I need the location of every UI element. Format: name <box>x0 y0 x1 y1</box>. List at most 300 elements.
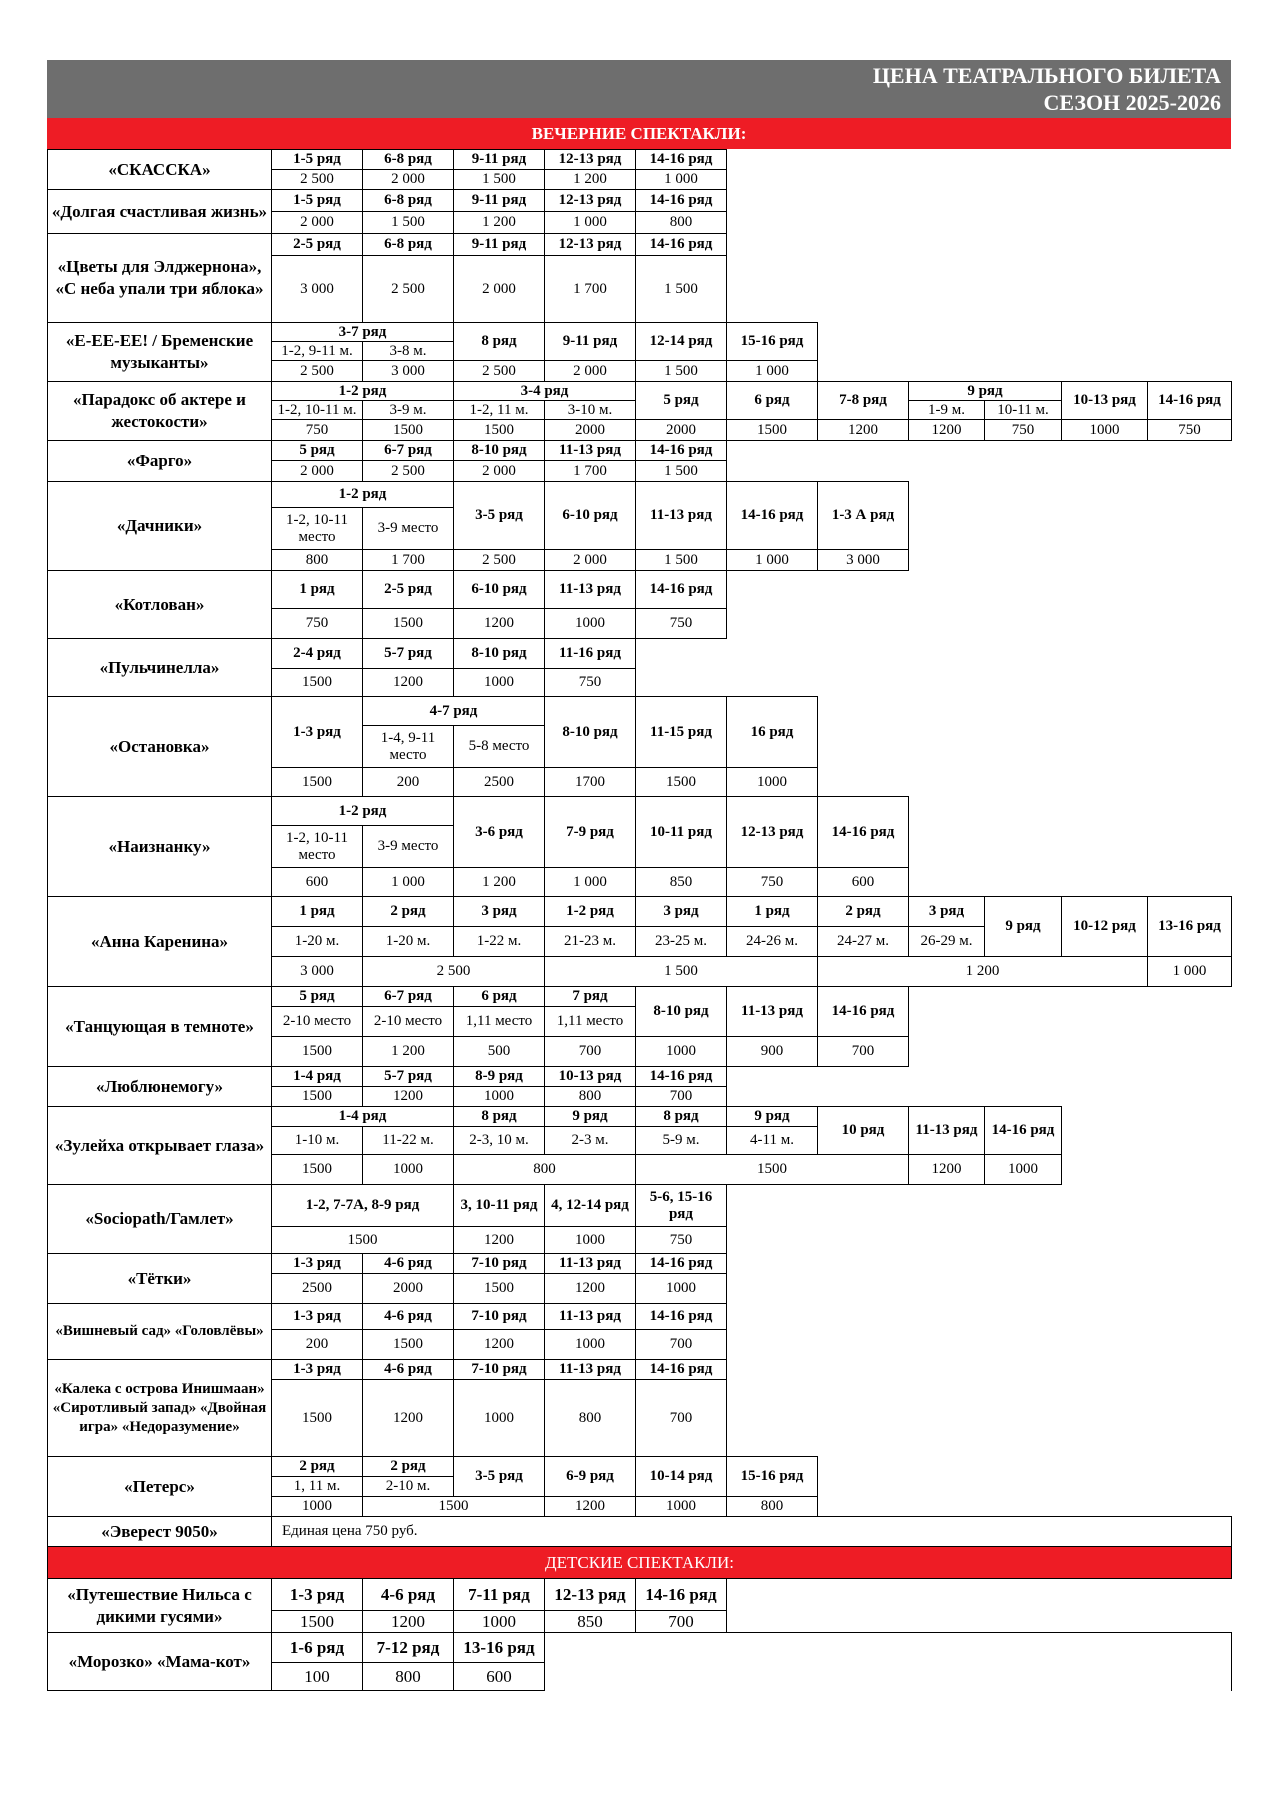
price: 750 <box>636 1227 727 1254</box>
price: 1 700 <box>545 461 636 482</box>
price: 1500 <box>454 1274 545 1304</box>
price: 1500 <box>272 1227 454 1254</box>
price: 2000 <box>363 1274 454 1304</box>
price: 1200 <box>363 1087 454 1107</box>
row-range: 14-16 ряд <box>818 797 909 868</box>
price: 1000 <box>454 1087 545 1107</box>
evening-price-table <box>47 149 1232 1691</box>
row-range: 14-16 ряд <box>636 190 727 212</box>
show-title: «Вишневый сад» «Головлёвы» <box>48 1304 272 1360</box>
show-title: «Цветы для Элджернона», «С неба упали три яблока» <box>48 234 272 323</box>
price: 1700 <box>545 768 636 797</box>
seat-range: 1-2, 10-11 м. <box>272 401 363 420</box>
price: 750 <box>1148 420 1232 441</box>
row-range: 1-2 ряд <box>545 897 636 927</box>
price: 1200 <box>909 1155 985 1185</box>
seat-range: 23-25 м. <box>636 927 727 957</box>
price: 800 <box>454 1155 636 1185</box>
price: 1 000 <box>727 361 818 382</box>
show-title: «Sociopath/Гамлет» <box>48 1185 272 1254</box>
row-range: 10-14 ряд <box>636 1457 727 1497</box>
row-range: 5 ряд <box>636 382 727 420</box>
page-header <box>47 60 1231 149</box>
row-range: 6-10 ряд <box>454 571 545 609</box>
row-range: 8 ряд <box>454 323 545 361</box>
show-row <box>48 1579 1232 1611</box>
price: 900 <box>727 1037 818 1067</box>
row-range: 3 ряд <box>909 897 985 927</box>
row-range: 14-16 ряд <box>636 1360 727 1380</box>
seat-range: 1-2, 11 м. <box>454 401 545 420</box>
price: 1500 <box>363 609 454 639</box>
price: 1 000 <box>727 550 818 571</box>
price: 850 <box>545 1611 636 1633</box>
row-range: 2-5 ряд <box>363 571 454 609</box>
price: 1000 <box>545 609 636 639</box>
seat-range: 26-29 м. <box>909 927 985 957</box>
row-range: 3-5 ряд <box>454 482 545 550</box>
show-row <box>48 697 1232 726</box>
price: 800 <box>636 212 727 234</box>
row-range: 11-16 ряд <box>545 639 636 669</box>
price: 700 <box>636 1330 727 1360</box>
row-range: 13-16 ряд <box>1148 897 1232 957</box>
row-range: 5 ряд <box>272 987 363 1007</box>
row-range: 8 ряд <box>636 1107 727 1127</box>
show-row <box>48 797 1232 826</box>
seat-range: 3-10 м. <box>545 401 636 420</box>
section-kids: ДЕТСКИЕ СПЕКТАКЛИ: <box>48 1547 1232 1579</box>
row-range: 11-13 ряд <box>545 1254 636 1274</box>
price: 700 <box>545 1037 636 1067</box>
row-range: 12-13 ряд <box>545 150 636 170</box>
seat-range: 1-2, 10-11 место <box>272 826 363 868</box>
show-title: «Путешествие Нильса с дикими гусями» <box>48 1579 272 1633</box>
price: 1500 <box>272 768 363 797</box>
row-range: 14-16 ряд <box>1148 382 1232 420</box>
seat-range: 5-9 м. <box>636 1127 727 1155</box>
row-range: 14-16 ряд <box>985 1107 1062 1155</box>
row-range: 12-13 ряд <box>727 797 818 868</box>
price: 1500 <box>272 1037 363 1067</box>
row-range: 1 ряд <box>727 897 818 927</box>
row-range: 11-13 ряд <box>636 482 727 550</box>
price: 2500 <box>272 1274 363 1304</box>
seat-range: 1-10 м. <box>272 1127 363 1155</box>
price: 700 <box>636 1087 727 1107</box>
row-range: 11-13 ряд <box>909 1107 985 1155</box>
price: 1 500 <box>363 212 454 234</box>
row-range: 4-6 ряд <box>363 1579 454 1611</box>
price: 1000 <box>727 768 818 797</box>
price: 1500 <box>272 669 363 697</box>
price: 2 500 <box>272 361 363 382</box>
show-row <box>48 1457 1232 1477</box>
price: 750 <box>545 669 636 697</box>
row-range: 11-15 ряд <box>636 697 727 768</box>
show-row <box>48 1304 1232 1330</box>
show-title: «СКАССКА» <box>48 150 272 190</box>
show-row <box>48 323 1232 342</box>
header-title <box>47 60 1231 118</box>
row-range: 9 ряд <box>985 897 1062 957</box>
price: 700 <box>636 1611 727 1633</box>
show-title: «Наизнанку» <box>48 797 272 897</box>
row-range: 10-13 ряд <box>545 1067 636 1087</box>
seat-range: 2-3 м. <box>545 1127 636 1155</box>
row-range: 3-6 ряд <box>454 797 545 868</box>
seat-range: 10-11 м. <box>985 401 1062 420</box>
show-row <box>48 382 1232 401</box>
row-range: 12-13 ряд <box>545 1579 636 1611</box>
show-title: «Пульчинелла» <box>48 639 272 697</box>
price: 1 200 <box>454 868 545 897</box>
row-range: 8-10 ряд <box>454 441 545 461</box>
show-title: «Анна Каренина» <box>48 897 272 987</box>
price: 800 <box>545 1380 636 1457</box>
price: 1200 <box>545 1274 636 1304</box>
row-range: 14-16 ряд <box>636 150 727 170</box>
price: 1 000 <box>1148 957 1232 987</box>
show-title: «Люблюнемогу» <box>48 1067 272 1107</box>
price: 1000 <box>545 1227 636 1254</box>
row-range: 7-10 ряд <box>454 1360 545 1380</box>
price: 1200 <box>818 420 909 441</box>
row-range: 4-6 ряд <box>363 1304 454 1330</box>
show-row <box>48 441 1232 461</box>
price: 1500 <box>272 1380 363 1457</box>
price: 1 200 <box>545 170 636 190</box>
single-price-note: Единая цена 750 руб. <box>272 1517 1232 1547</box>
price: 2 000 <box>363 170 454 190</box>
row-range: 7-8 ряд <box>818 382 909 420</box>
show-row <box>48 571 1232 609</box>
price: 1500 <box>363 1330 454 1360</box>
price: 800 <box>272 550 363 571</box>
price: 1500 <box>636 1155 909 1185</box>
show-title: «Котлован» <box>48 571 272 639</box>
show-row <box>48 1633 1232 1663</box>
price: 1200 <box>363 1611 454 1633</box>
row-range: 10-11 ряд <box>636 797 727 868</box>
price: 800 <box>545 1087 636 1107</box>
row-range: 5-6, 15-16 ряд <box>636 1185 727 1227</box>
price: 1500 <box>727 420 818 441</box>
show-row <box>48 190 1232 212</box>
row-group: 9 ряд <box>909 382 1062 401</box>
show-row <box>48 1517 1232 1547</box>
row-range: 3, 10-11 ряд <box>454 1185 545 1227</box>
row-range: 12-14 ряд <box>636 323 727 361</box>
price: 1000 <box>454 669 545 697</box>
price: 1200 <box>454 609 545 639</box>
row-range: 6-8 ряд <box>363 150 454 170</box>
row-range: 1 ряд <box>272 571 363 609</box>
row-range: 14-16 ряд <box>636 441 727 461</box>
row-range: 11-13 ряд <box>545 1360 636 1380</box>
price: 2 500 <box>454 550 545 571</box>
price: 1200 <box>454 1227 545 1254</box>
price: 1500 <box>363 1497 545 1517</box>
price: 1 500 <box>545 957 818 987</box>
price: 1200 <box>909 420 985 441</box>
price: 1000 <box>985 1155 1062 1185</box>
seat-range: 3-9 м. <box>363 401 454 420</box>
price: 2000 <box>545 420 636 441</box>
row-range: 1-2, 7-7А, 8-9 ряд <box>272 1185 454 1227</box>
row-range: 1-3 ряд <box>272 1360 363 1380</box>
row-range: 10-12 ряд <box>1062 897 1148 957</box>
price: 800 <box>727 1497 818 1517</box>
row-range: 1-3 ряд <box>272 1304 363 1330</box>
row-range: 11-13 ряд <box>727 987 818 1037</box>
row-range: 1-4 ряд <box>272 1067 363 1087</box>
show-title: «Морозко» «Мама-кот» <box>48 1633 272 1691</box>
show-row <box>48 234 1232 256</box>
seat-range: 4-11 м. <box>727 1127 818 1155</box>
show-title: «Парадокс об актере и жестокости» <box>48 382 272 441</box>
price: 100 <box>272 1663 363 1691</box>
price: 1 500 <box>636 461 727 482</box>
row-range: 6-8 ряд <box>363 234 454 256</box>
seat-range: 24-27 м. <box>818 927 909 957</box>
row-range: 14-16 ряд <box>818 987 909 1037</box>
price: 1 000 <box>636 170 727 190</box>
row-range: 9-11 ряд <box>454 190 545 212</box>
row-range: 1-5 ряд <box>272 190 363 212</box>
show-row <box>48 1107 1232 1127</box>
show-title: «Долгая счастливая жизнь» <box>48 190 272 234</box>
price: 1 500 <box>636 256 727 323</box>
row-range: 9-11 ряд <box>454 234 545 256</box>
show-title: «Дачники» <box>48 482 272 571</box>
price: 1000 <box>272 1497 363 1517</box>
price: 2 500 <box>272 170 363 190</box>
price: 2 000 <box>454 256 545 323</box>
show-row <box>48 1254 1232 1274</box>
price: 2 500 <box>363 256 454 323</box>
row-range: 11-13 ряд <box>545 1304 636 1330</box>
row-range: 12-13 ряд <box>545 234 636 256</box>
row-range: 4-6 ряд <box>363 1360 454 1380</box>
price: 1 500 <box>636 550 727 571</box>
price: 1 000 <box>545 868 636 897</box>
row-range: 1-3 А ряд <box>818 482 909 550</box>
price: 2 000 <box>545 361 636 382</box>
price: 2000 <box>636 420 727 441</box>
price: 1500 <box>272 1155 363 1185</box>
price: 600 <box>818 868 909 897</box>
row-range: 8-10 ряд <box>454 639 545 669</box>
price: 1000 <box>454 1611 545 1633</box>
row-group: 1-4 ряд <box>272 1107 454 1127</box>
header-line-1: ЦЕНА ТЕАТРАЛЬНОГО БИЛЕТА <box>872 63 1221 88</box>
show-row <box>48 639 1232 669</box>
row-range: 4, 12-14 ряд <box>545 1185 636 1227</box>
row-range: 10-13 ряд <box>1062 382 1148 420</box>
price: 1500 <box>272 1087 363 1107</box>
price: 800 <box>363 1663 454 1691</box>
show-title: «Петерс» <box>48 1457 272 1517</box>
seat-range: 24-26 м. <box>727 927 818 957</box>
row-range: 6-8 ряд <box>363 190 454 212</box>
price: 1000 <box>636 1274 727 1304</box>
price: 2 500 <box>363 957 545 987</box>
row-range: 1-5 ряд <box>272 150 363 170</box>
seat-range: 1-2, 9-11 м. <box>272 342 363 361</box>
row-range: 2 ряд <box>272 1457 363 1477</box>
row-range: 15-16 ряд <box>727 323 818 361</box>
row-range: 13-16 ряд <box>454 1633 545 1663</box>
row-range: 7-9 ряд <box>545 797 636 868</box>
row-range: 2-4 ряд <box>272 639 363 669</box>
price: 2 000 <box>272 461 363 482</box>
row-group: 1-2 ряд <box>272 382 454 401</box>
row-range: 9 ряд <box>727 1107 818 1127</box>
seat-range: 1,11 место <box>545 1007 636 1037</box>
price: 750 <box>272 609 363 639</box>
show-row <box>48 1360 1232 1380</box>
row-range: 14-16 ряд <box>636 234 727 256</box>
price: 500 <box>454 1037 545 1067</box>
row-range: 2 ряд <box>818 897 909 927</box>
row-range: 14-16 ряд <box>636 1579 727 1611</box>
price: 1500 <box>363 420 454 441</box>
price: 1500 <box>454 420 545 441</box>
row-range: 11-13 ряд <box>545 571 636 609</box>
price: 750 <box>985 420 1062 441</box>
row-range: 7 ряд <box>545 987 636 1007</box>
seat-range: 1-22 м. <box>454 927 545 957</box>
price: 2 000 <box>272 212 363 234</box>
row-range: 6 ряд <box>454 987 545 1007</box>
show-row <box>48 897 1232 927</box>
show-row <box>48 1067 1232 1087</box>
show-row <box>48 482 1232 508</box>
price: 850 <box>636 868 727 897</box>
row-range: 4-6 ряд <box>363 1254 454 1274</box>
price: 1 700 <box>545 256 636 323</box>
row-range: 8-10 ряд <box>636 987 727 1037</box>
row-range: 7-11 ряд <box>454 1579 545 1611</box>
row-group: 1-2 ряд <box>272 797 454 826</box>
seat-range: 1-20 м. <box>272 927 363 957</box>
row-range: 12-13 ряд <box>545 190 636 212</box>
row-range: 9-11 ряд <box>545 323 636 361</box>
price-sheet <box>47 60 1231 1691</box>
row-range: 10 ряд <box>818 1107 909 1155</box>
price: 1000 <box>1062 420 1148 441</box>
row-range: 6-7 ряд <box>363 441 454 461</box>
header-line-2: СЕЗОН 2025-2026 <box>1043 90 1221 115</box>
price: 3 000 <box>272 957 363 987</box>
show-row <box>48 150 1232 170</box>
seat-range: 3-8 м. <box>363 342 454 361</box>
seat-range: 2-10 м. <box>363 1477 454 1497</box>
seat-range: 3-9 место <box>363 826 454 868</box>
seat-range: 11-22 м. <box>363 1127 454 1155</box>
show-title: «Остановка» <box>48 697 272 797</box>
price: 2 000 <box>545 550 636 571</box>
price: 1000 <box>636 1037 727 1067</box>
seat-range: 1-9 м. <box>909 401 985 420</box>
show-title: «Калека с острова Инишмаан» «Сиротливый запад» «Двойная игра» «Недоразумение» <box>48 1360 272 1457</box>
row-range: 14-16 ряд <box>727 482 818 550</box>
price: 1500 <box>636 768 727 797</box>
seat-range: 5-8 место <box>454 726 545 768</box>
row-range: 14-16 ряд <box>636 1254 727 1274</box>
show-row <box>48 1185 1232 1227</box>
row-range: 15-16 ряд <box>727 1457 818 1497</box>
seat-range: 1-4, 9-11 место <box>363 726 454 768</box>
row-range: 8 ряд <box>454 1107 545 1127</box>
price: 3 000 <box>818 550 909 571</box>
row-group: 4-7 ряд <box>363 697 545 726</box>
price: 1000 <box>454 1380 545 1457</box>
section-evening: ВЕЧЕРНИЕ СПЕКТАКЛИ: <box>47 118 1231 149</box>
row-range: 7-10 ряд <box>454 1254 545 1274</box>
row-range: 14-16 ряд <box>636 571 727 609</box>
row-range: 8-9 ряд <box>454 1067 545 1087</box>
row-group: 1-2 ряд <box>272 482 454 508</box>
row-range: 5-7 ряд <box>363 639 454 669</box>
price: 600 <box>272 868 363 897</box>
row-range: 5-7 ряд <box>363 1067 454 1087</box>
price: 700 <box>818 1037 909 1067</box>
show-row <box>48 987 1232 1007</box>
show-title: «Эверест 9050» <box>48 1517 272 1547</box>
price: 3 000 <box>363 361 454 382</box>
row-range: 1-3 ряд <box>272 697 363 768</box>
price: 200 <box>272 1330 363 1360</box>
row-range: 14-16 ряд <box>636 1304 727 1330</box>
row-range: 2 ряд <box>363 897 454 927</box>
show-title: «Фарго» <box>48 441 272 482</box>
seat-range: 2-3, 10 м. <box>454 1127 545 1155</box>
price: 1 200 <box>363 1037 454 1067</box>
price: 2500 <box>454 768 545 797</box>
row-range: 3-5 ряд <box>454 1457 545 1497</box>
price: 750 <box>272 420 363 441</box>
row-range: 2-5 ряд <box>272 234 363 256</box>
price: 1 500 <box>636 361 727 382</box>
show-title: «Танцующая в темноте» <box>48 987 272 1067</box>
price: 1000 <box>545 1330 636 1360</box>
price: 1200 <box>363 1380 454 1457</box>
row-range: 6-10 ряд <box>545 482 636 550</box>
seat-range: 1-2, 10-11 место <box>272 508 363 550</box>
price: 1200 <box>363 669 454 697</box>
row-range: 1-3 ряд <box>272 1254 363 1274</box>
show-title: «Е-ЕЕ-ЕЕ! / Бременские музыканты» <box>48 323 272 382</box>
price: 1 000 <box>545 212 636 234</box>
price: 1 200 <box>818 957 1148 987</box>
row-range: 6-7 ряд <box>363 987 454 1007</box>
row-group: 3-7 ряд <box>272 323 454 342</box>
price: 1000 <box>363 1155 454 1185</box>
price: 700 <box>636 1380 727 1457</box>
price: 200 <box>363 768 454 797</box>
price: 1 700 <box>363 550 454 571</box>
row-range: 3 ряд <box>454 897 545 927</box>
row-group: 3-4 ряд <box>454 382 636 401</box>
seat-range: 2-10 место <box>363 1007 454 1037</box>
price: 750 <box>636 609 727 639</box>
price: 2 500 <box>363 461 454 482</box>
seat-range: 21-23 м. <box>545 927 636 957</box>
seat-range: 1, 11 м. <box>272 1477 363 1497</box>
price: 1200 <box>454 1330 545 1360</box>
